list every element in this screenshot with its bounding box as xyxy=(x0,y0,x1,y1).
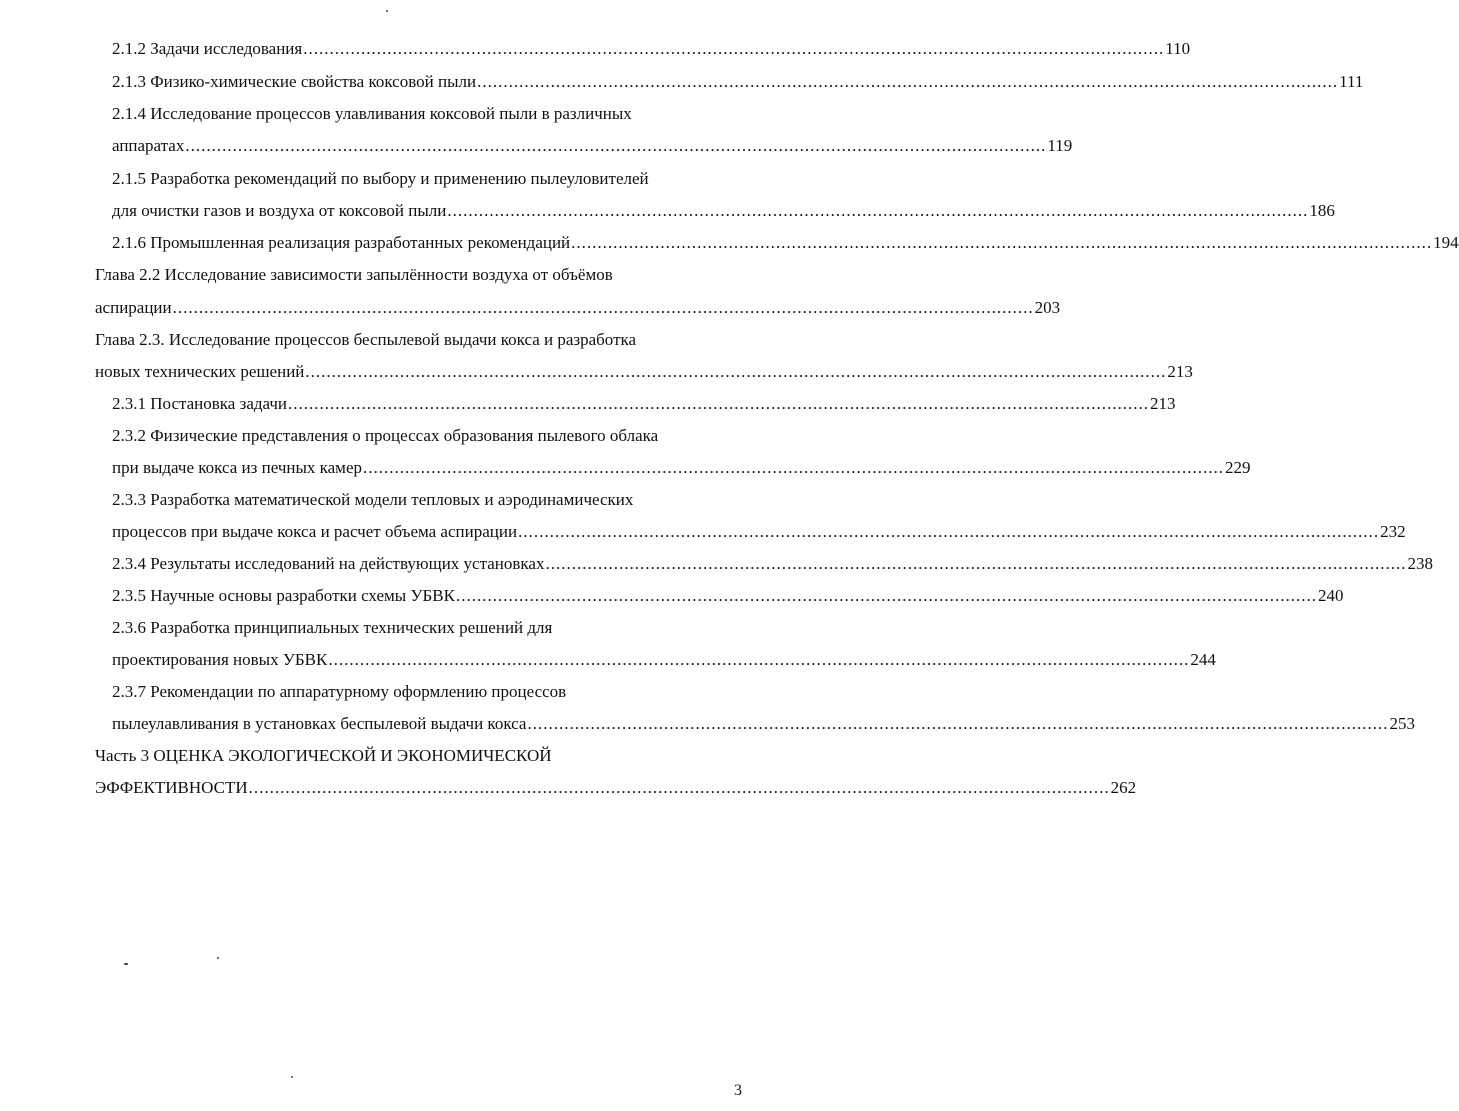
toc-leader-dots: .................................................................................................................................................................... xyxy=(305,362,1167,381)
toc-entry-page: 229 xyxy=(1225,458,1251,477)
toc-leader-dots: .................................................................................................................................................................... xyxy=(571,233,1433,252)
toc-entry xyxy=(95,361,1193,383)
toc-entry xyxy=(95,777,1137,799)
toc-entry xyxy=(112,521,1406,543)
toc-leader-dots: .................................................................................................................................................................... xyxy=(527,714,1389,733)
toc-entry-page: 238 xyxy=(1407,554,1433,573)
toc-entry-title: аппаратах xyxy=(112,136,185,155)
toc-entry-title: при выдаче кокса из печных камер xyxy=(112,458,362,477)
toc-entry xyxy=(112,71,1364,93)
toc-leader-dots: .................................................................................................................................................................... xyxy=(303,39,1165,58)
toc-entry-page: 119 xyxy=(1047,136,1073,155)
toc-entry xyxy=(112,200,1335,222)
toc-entry-page: 186 xyxy=(1309,201,1335,220)
toc-entry-page: 232 xyxy=(1380,522,1406,541)
toc-leader-dots: .................................................................................................................................................................... xyxy=(363,458,1224,477)
page-number: 3 xyxy=(734,1082,742,1099)
toc-leader-dots: .................................................................................................................................................................... xyxy=(172,298,1034,317)
toc-entry xyxy=(112,713,1415,735)
toc-entry-title: 2.1.3 Физико-химические свойства коксовой пыли xyxy=(112,72,477,91)
toc-entry-title: 2.3.3 Разработка математической модели тепловых и аэродинамических xyxy=(112,490,634,509)
toc-entry-page: 111 xyxy=(1339,72,1364,91)
toc-leader-dots: .................................................................................................................................................................... xyxy=(518,522,1380,541)
toc-entry-page: 203 xyxy=(1034,298,1061,317)
toc-entry-page: 194 xyxy=(1433,233,1459,252)
toc-entry-title: 2.3.4 Результаты исследований на действующих установках xyxy=(112,554,545,573)
toc-entry-page: 110 xyxy=(1165,39,1191,58)
toc-entry xyxy=(112,457,1251,479)
toc-leader-dots: .................................................................................................................................................................... xyxy=(288,394,1150,413)
toc-entry-title: процессов при выдаче кокса и расчет объема аспирации xyxy=(112,522,518,541)
scan-speck xyxy=(291,1076,293,1078)
toc-leader-dots: .................................................................................................................................................................... xyxy=(447,201,1309,220)
toc-entry-title: 2.3.6 Разработка принципиальных технических решений для xyxy=(112,618,553,637)
toc-entry-title: 2.1.2 Задачи исследования xyxy=(112,39,303,58)
toc-entry-title: для очистки газов и воздуха от коксовой пыли xyxy=(112,201,447,220)
toc-entry xyxy=(112,135,1073,157)
toc-entry-page: 262 xyxy=(1110,778,1137,797)
toc-entry-title: 2.3.5 Научные основы разработки схемы УБВК xyxy=(112,586,455,605)
toc-entry xyxy=(95,297,1061,319)
toc-entry-page: 240 xyxy=(1317,586,1344,605)
toc-entry-title: 2.3.7 Рекомендации по аппаратурному оформлению процессов xyxy=(112,682,567,701)
scan-speck xyxy=(386,10,388,12)
toc-entry xyxy=(112,553,1433,575)
toc-entry xyxy=(112,585,1344,607)
scan-speck xyxy=(217,957,219,959)
toc-entry-page: 253 xyxy=(1389,714,1415,733)
toc-entry-title: новых технических решений xyxy=(95,362,305,381)
toc-entry-title: 2.3.2 Физические представления о процессах образования пылевого облака xyxy=(112,426,659,445)
toc-entry-title: Глава 2.2 Исследование зависимости запылённости воздуха от объёмов xyxy=(95,265,613,284)
toc-entry-page: 244 xyxy=(1190,650,1216,669)
toc-entry-title: 2.1.4 Исследование процессов улавливания коксовой пыли в различных xyxy=(112,104,632,123)
toc-entry xyxy=(112,38,1191,60)
toc-entry-title: Глава 2.3. Исследование процессов беспылевой выдачи кокса и разработка xyxy=(95,330,637,349)
toc-entry xyxy=(112,232,1459,254)
toc-entry xyxy=(112,393,1176,415)
toc-entry-title: аспирации xyxy=(95,298,172,317)
toc-entry-title: 2.1.6 Промышленная реализация разработанных рекомендаций xyxy=(112,233,571,252)
toc-entry-page: 213 xyxy=(1167,362,1193,381)
toc-leader-dots: .................................................................................................................................................................... xyxy=(248,778,1110,797)
toc-entry-title: Часть 3 ОЦЕНКА ЭКОЛОГИЧЕСКОЙ И ЭКОНОМИЧЕСКОЙ xyxy=(95,746,552,765)
toc-entry-page: 213 xyxy=(1150,394,1176,413)
toc-leader-dots: .................................................................................................................................................................... xyxy=(545,554,1407,573)
toc-leader-dots: .................................................................................................................................................................... xyxy=(328,650,1190,669)
toc-entry-title: пылеулавливания в установках беспылевой выдачи кокса xyxy=(112,714,527,733)
toc-entry xyxy=(112,649,1216,671)
toc-entry-title: 2.1.5 Разработка рекомендаций по выбору и применению пылеуловителей xyxy=(112,169,649,188)
toc-leader-dots: .................................................................................................................................................................... xyxy=(477,72,1339,91)
toc-entry-title: проектирования новых УБВК xyxy=(112,650,328,669)
toc-leader-dots: .................................................................................................................................................................... xyxy=(185,136,1047,155)
toc-entry-title: ЭФФЕКТИВНОСТИ xyxy=(95,778,248,797)
toc-entry-title: 2.3.1 Постановка задачи xyxy=(112,394,288,413)
toc-leader-dots: .................................................................................................................................................................... xyxy=(455,586,1317,605)
scan-speck xyxy=(124,963,128,965)
